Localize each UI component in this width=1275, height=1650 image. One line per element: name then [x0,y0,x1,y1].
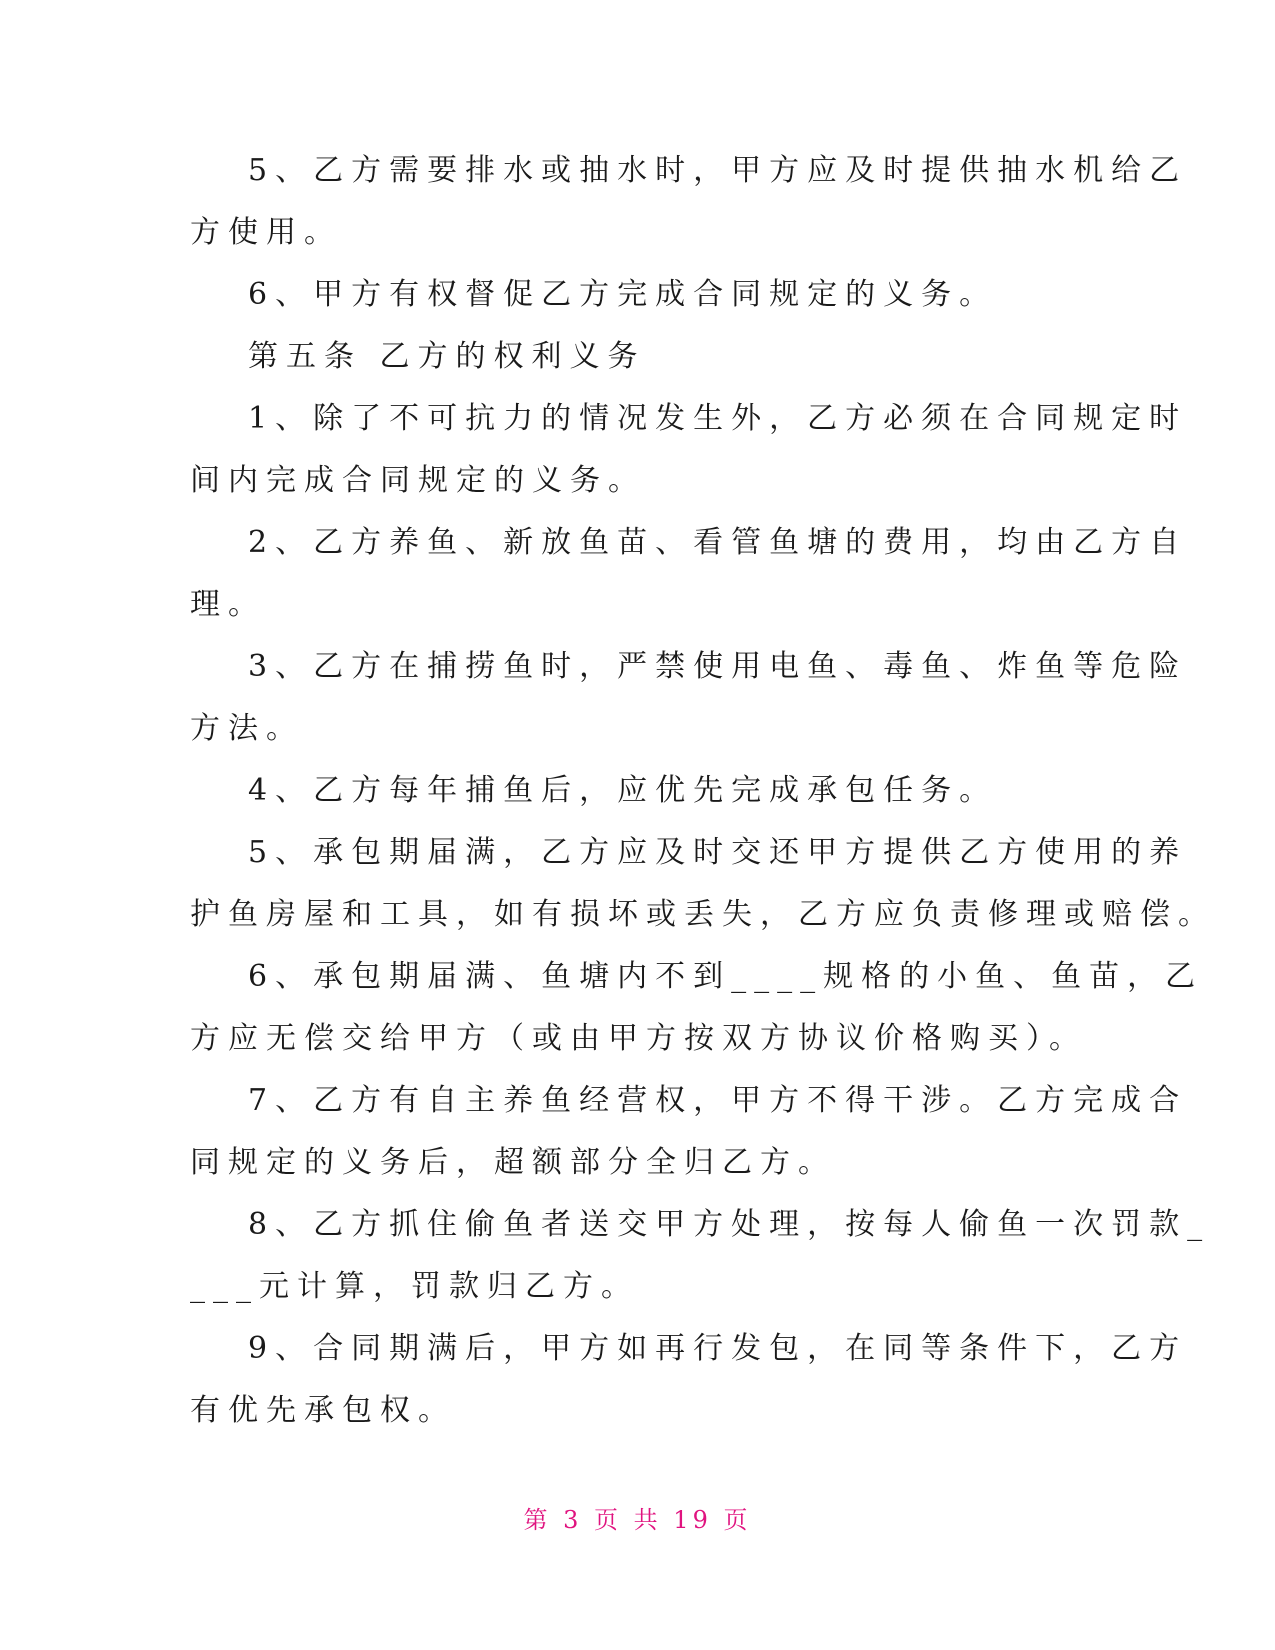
text-line: 有优先承包权。 [190,1393,456,1428]
text-line: ___元计算，罚款归乙方。 [190,1269,639,1304]
text-line: 3、乙方在捕捞鱼时，严禁使用电鱼、毒鱼、炸鱼等危险 [248,649,1188,684]
text-line: 同规定的义务后，超额部分全归乙方。 [190,1145,836,1180]
text-line: 理。 [190,587,266,622]
text-line: 9、合同期满后，甲方如再行发包，在同等条件下，乙方 [248,1331,1188,1366]
text-line: 2、乙方养鱼、新放鱼苗、看管鱼塘的费用，均由乙方自 [248,525,1188,560]
text-line: 方使用。 [190,215,342,250]
text-line: 6、甲方有权督促乙方完成合同规定的义务。 [248,277,998,312]
text-line: 间内完成合同规定的义务。 [190,463,646,498]
text-line: 方应无偿交给甲方（或由甲方按双方协议价格购买）。 [190,1021,1087,1056]
text-line: 7、乙方有自主养鱼经营权，甲方不得干涉。乙方完成合 [248,1083,1188,1118]
text-line: 8、乙方抓住偷鱼者送交甲方处理，按每人偷鱼一次罚款_ [248,1207,1211,1242]
text-line: 6、承包期届满、鱼塘内不到____规格的小鱼、鱼苗，乙 [248,959,1204,994]
text-line: 1、除了不可抗力的情况发生外，乙方必须在合同规定时 [248,401,1188,436]
text-line: 5、承包期届满，乙方应及时交还甲方提供乙方使用的养 [248,835,1188,870]
page-number-footer: 第 3 页 共 19 页 [523,1506,752,1534]
section-heading: 第五条 乙方的权利义务 [248,339,646,374]
text-line: 5、乙方需要排水或抽水时，甲方应及时提供抽水机给乙 [248,153,1188,188]
document-body [190,140,1216,1442]
text-line: 4、乙方每年捕鱼后，应优先完成承包任务。 [248,773,998,808]
text-line: 护鱼房屋和工具，如有损坏或丢失，乙方应负责修理或赔偿。 [190,897,1216,932]
text-line: 方法。 [190,711,304,746]
